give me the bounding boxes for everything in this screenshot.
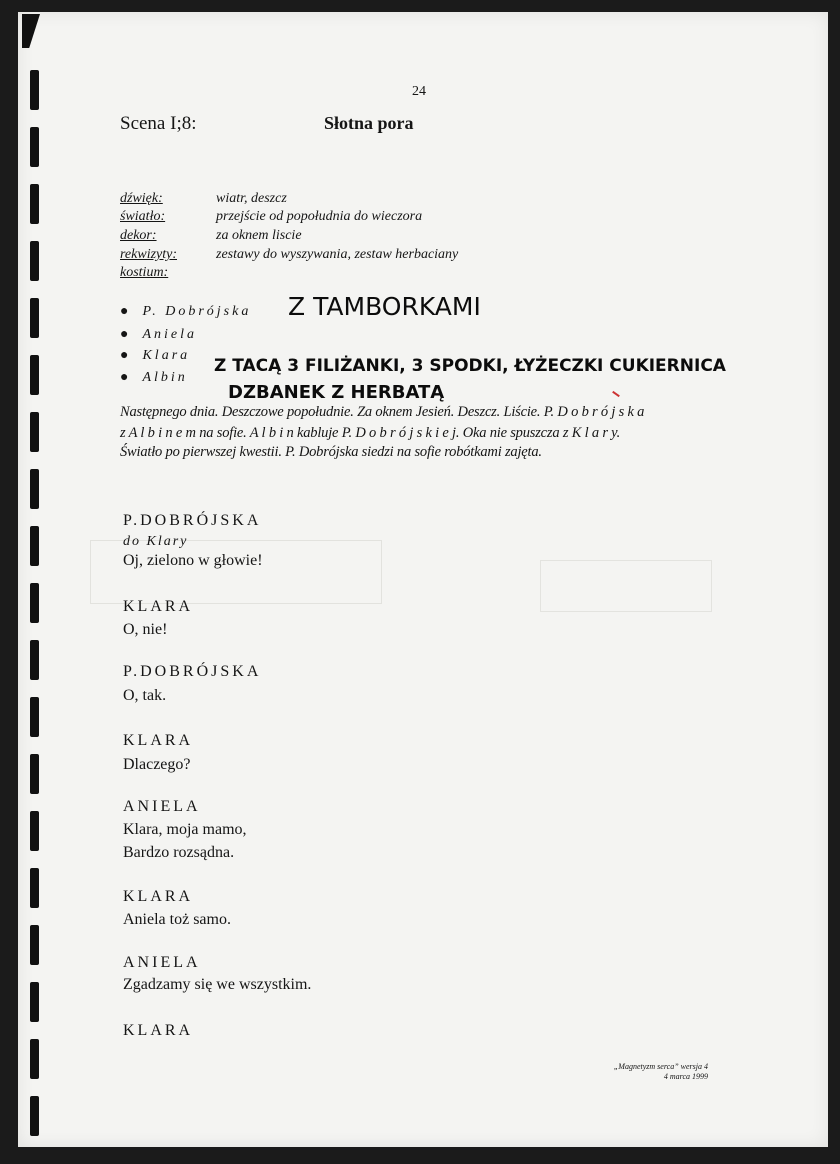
binder-hole: [30, 469, 39, 509]
meta-label: dźwięk:: [120, 191, 163, 206]
handwritten-note: Z TAMBORKAMI: [288, 292, 481, 321]
dialogue-line: O, nie!: [123, 621, 168, 638]
page-number: 24: [412, 84, 426, 99]
cast-item: [120, 304, 251, 320]
meta-row-decor: [120, 228, 302, 244]
meta-row-sound: [120, 191, 287, 207]
handwritten-note: Z TACĄ 3 FILIŻANKI, 3 SPODKI, ŁYŻECZKI CUKIERNICA: [214, 356, 726, 376]
cast-name: Klara: [142, 348, 191, 363]
binder-hole: [30, 1096, 39, 1136]
meta-label: kostium:: [120, 265, 169, 280]
dialogue-line: Aniela toż samo.: [123, 911, 231, 928]
speaker-name: KLARA: [123, 888, 194, 905]
handwritten-note: DZBANEK Z HERBATĄ: [228, 382, 445, 403]
binder-hole: [30, 355, 39, 395]
binder-hole: [30, 1039, 39, 1079]
cast-item: [120, 348, 190, 364]
meta-value: przejście od popołudnia do wieczora: [216, 209, 423, 224]
scene-label: Scena I;8:: [120, 113, 197, 134]
binder-hole: [30, 298, 39, 338]
binder-hole: [30, 241, 39, 281]
bullet-icon: ●: [120, 327, 129, 342]
stage-direction-line: Światło po pierwszej kwestii. P. Dobrójska siedzi na sofie robótkami zajęta.: [120, 444, 542, 460]
binder-hole: [30, 697, 39, 737]
meta-row-props: [120, 247, 458, 263]
cast-name: Aniela: [142, 327, 198, 342]
binder-hole: [30, 583, 39, 623]
dialogue-line: Dlaczego?: [123, 756, 191, 773]
stage-direction-line: z A l b i n e m na sofie. A l b i n kabluje P. D o b r ó j s k i e j. Oka nie spuszcza z K l a r y.: [120, 425, 621, 441]
speaker-name: ANIELA: [123, 954, 201, 971]
meta-label: światło:: [120, 209, 166, 224]
footer-date: 4 marca 1999: [663, 1072, 708, 1081]
dialogue-line: Zgadzamy się we wszystkim.: [123, 976, 312, 993]
binder-hole: [30, 868, 39, 908]
speaker-direction: do Klary: [123, 534, 189, 549]
cast-name: P. Dobrójska: [142, 304, 252, 319]
binder-hole: [30, 811, 39, 851]
binder-hole: [30, 982, 39, 1022]
cast-item: [120, 370, 188, 386]
meta-row-light: [120, 209, 422, 225]
binder-hole: [30, 526, 39, 566]
bullet-icon: ●: [120, 348, 129, 363]
binder-hole: [30, 925, 39, 965]
speaker-name: KLARA: [123, 1022, 194, 1039]
dialogue-line: Bardzo rozsądna.: [123, 844, 235, 861]
bleed-through-box: [540, 560, 712, 612]
meta-label: dekor:: [120, 228, 157, 243]
stage-direction-line: Następnego dnia. Deszczowe popołudnie. Za oknem Jesień. Deszcz. Liście. P. D o b r ó j s k a: [120, 404, 645, 420]
dialogue-line: Klara, moja mamo,: [123, 821, 247, 838]
speaker-name: P.DOBRÓJSKA: [123, 512, 262, 529]
binder-hole: [30, 640, 39, 680]
binder-hole: [30, 127, 39, 167]
binder-hole: [30, 70, 39, 110]
dialogue-line: Oj, zielono w głowie!: [123, 552, 263, 569]
meta-value: za oknem liscie: [216, 228, 302, 243]
binder-hole: [30, 184, 39, 224]
meta-value: zestawy do wyszywania, zestaw herbaciany: [216, 247, 459, 262]
meta-label: rekwizyty:: [120, 247, 178, 262]
binder-hole: [30, 412, 39, 452]
speaker-name: KLARA: [123, 598, 194, 615]
meta-row-costume: [120, 265, 216, 281]
bullet-icon: ●: [120, 304, 129, 319]
speaker-name: P.DOBRÓJSKA: [123, 663, 262, 680]
dialogue-line: O, tak.: [123, 687, 167, 704]
meta-value: wiatr, deszcz: [216, 191, 287, 206]
speaker-name: KLARA: [123, 732, 194, 749]
cast-item: [120, 327, 197, 343]
binder-hole: [30, 754, 39, 794]
cast-name: Albin: [142, 370, 188, 385]
scene-title: Słotna pora: [324, 113, 414, 133]
bullet-icon: ●: [120, 370, 129, 385]
speaker-name: ANIELA: [123, 798, 201, 815]
footer-version: „Magnetyzm serca” wersja 4: [613, 1062, 708, 1071]
